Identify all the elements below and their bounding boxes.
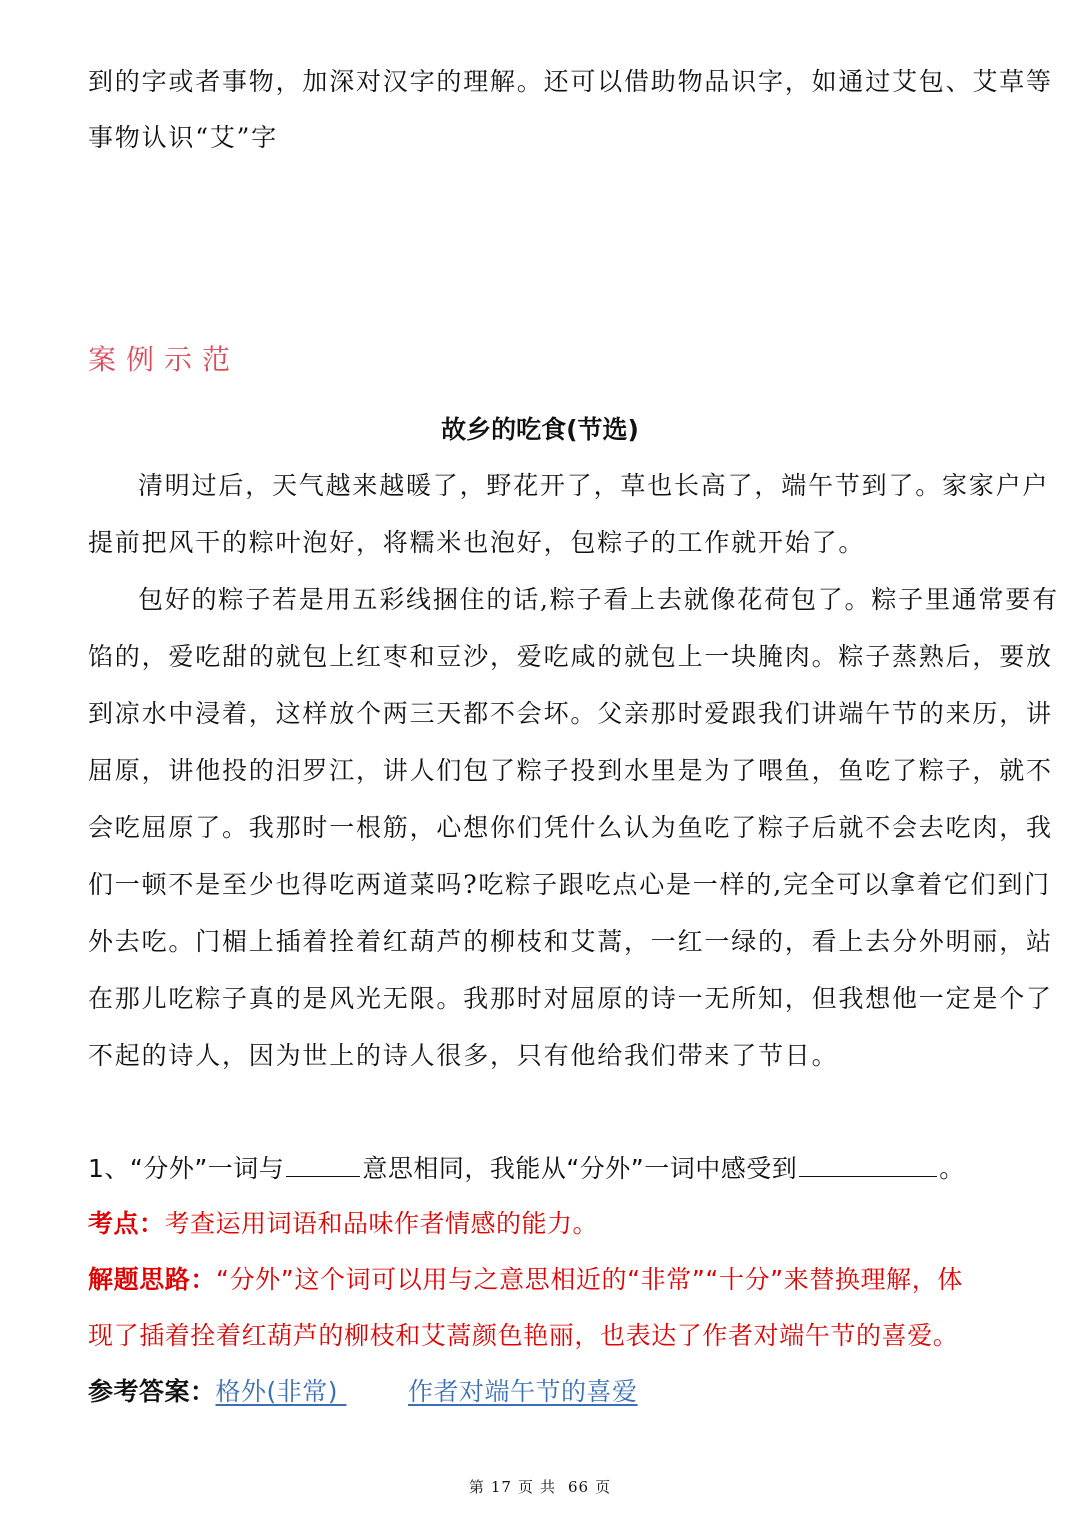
footer-suffix: 页 [595, 1478, 612, 1496]
answer-line [88, 1374, 638, 1410]
question-text-part3: 。 [939, 1154, 965, 1183]
answer-label: 参考答案： [88, 1377, 216, 1406]
article-line-9: 外去吃。门楣上插着拴着红葫芦的柳枝和艾蒿，一红一绿的，看上去分外明丽，站 [88, 927, 1053, 956]
article-line-3: 包好的粽子若是用五彩线捆住的话,粽子看上去就像花荷包了。粽子里通常要有 [138, 585, 1059, 614]
keypoint-text: 考查运用词语和品味作者情感的能力。 [164, 1209, 599, 1238]
article-line-8: 们一顿不是至少也得吃两道菜吗?吃粽子跟吃点心是一样的,完全可以拿着它们到门 [88, 870, 1051, 899]
answer-blank-2[interactable] [799, 1150, 937, 1177]
keypoint-label: 考点： [88, 1209, 165, 1238]
answer-gap [338, 1374, 408, 1410]
article-line-1: 清明过后，天气越来越暖了，野花开了，草也长高了，端午节到了。家家户户 [138, 471, 1050, 500]
article-line-6: 屈原，讲他投的汨罗江，讲人们包了粽子投到水里是为了喂鱼，鱼吃了粽子，就不 [88, 756, 1053, 785]
article-line-7: 会吃屈原了。我那时一根筋，心想你们凭什么认为鱼吃了粽子后就不会去吃肉，我 [88, 813, 1053, 842]
article-line-10: 在那儿吃粽子真的是风光无限。我那时对屈原的诗一无所知，但我想他一定是个了 [88, 984, 1053, 1013]
footer-total-word: 共 [540, 1478, 557, 1496]
approach-line-2: 现了插着拴着红葫芦的柳枝和艾蒿颜色艳丽，也表达了作者对端午节的喜爱。 [88, 1321, 959, 1350]
footer-total-pages: 66 [568, 1478, 590, 1496]
answer-text-1[interactable]: 格外(非常) [215, 1377, 339, 1406]
footer-page-word: 页 [517, 1478, 534, 1496]
intro-line-1: 到的字或者事物，加深对汉字的理解。还可以借助物品识字，如通过艾包、艾草等 [88, 67, 1053, 96]
section-heading: 案例示范 [88, 343, 241, 376]
answer-text-2[interactable]: 作者对端午节的喜爱 [408, 1377, 638, 1406]
article-title: 故乡的吃食(节选) [441, 415, 639, 444]
page-footer [0, 1476, 1080, 1497]
article-line-11: 不起的诗人，因为世上的诗人很多，只有他给我们带来了节日。 [88, 1041, 839, 1070]
article-line-4: 馅的，爱吃甜的就包上红枣和豆沙，爱吃咸的就包上一块腌肉。粽子蒸熟后，要放 [88, 642, 1053, 671]
approach-text-1: “分外”这个词可以用与之意思相近的“非常”“十分”来替换理解，体 [216, 1265, 963, 1294]
answer-blank-1[interactable] [286, 1150, 360, 1177]
article-line-5: 到凉水中浸着，这样放个两三天都不会坏。父亲那时爱跟我们讲端午节的来历，讲 [88, 699, 1053, 728]
keypoint-line [88, 1206, 598, 1242]
article-line-2: 提前把风干的粽叶泡好，将糯米也泡好，包粽子的工作就开始了。 [88, 528, 866, 557]
intro-line-2: 事物认识“艾”字 [88, 123, 278, 152]
approach-label: 解题思路： [88, 1265, 217, 1294]
question-text-part2: 意思相同，我能从“分外”一词中感受到 [362, 1154, 798, 1183]
question-1 [88, 1150, 965, 1187]
footer-prefix: 第 [468, 1478, 485, 1496]
approach-line-1 [88, 1262, 963, 1298]
footer-page-number: 17 [490, 1478, 512, 1496]
question-text-part1: 1、“分外”一词与 [88, 1154, 285, 1183]
